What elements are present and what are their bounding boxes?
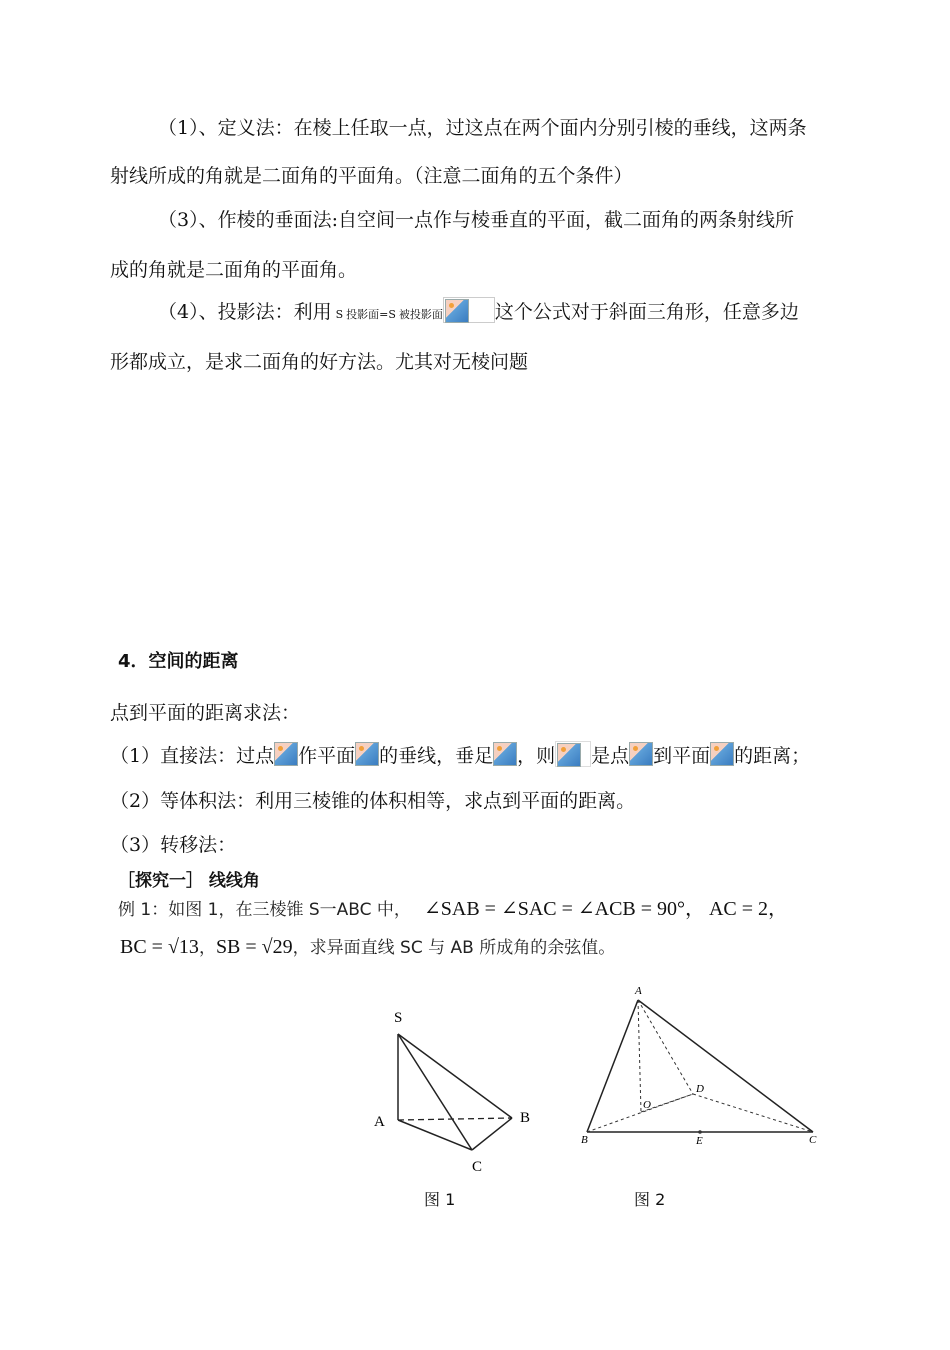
point-p-image-icon	[274, 742, 298, 766]
label-o: O	[643, 1099, 651, 1111]
label-b: B	[581, 1134, 588, 1146]
edge-ac	[398, 1120, 472, 1150]
s-symbol: S	[335, 308, 344, 321]
label-d: D	[696, 1083, 704, 1095]
edge-sc	[398, 1034, 472, 1150]
direct-text-f: 到平面	[653, 745, 711, 767]
edge-ab-hidden	[398, 1118, 512, 1120]
foot-point-image-icon	[493, 742, 517, 766]
label-a: A	[374, 1114, 385, 1130]
label-e: E	[696, 1135, 703, 1147]
method-projection-line1	[158, 297, 799, 324]
section-heading-distance: 4．空间的距离	[118, 651, 239, 672]
transfer-method-line: （3）转移法：	[110, 834, 237, 856]
bc-length-math: BC = √13	[120, 936, 199, 958]
distance-intro: 点到平面的距离求法：	[110, 702, 301, 724]
cos-formula-image-icon	[443, 297, 495, 323]
direct-text-a: （1）直接法：过点	[110, 745, 275, 767]
direct-text-c: 的垂线，垂足	[379, 745, 494, 767]
direct-text-b: 作平面	[298, 745, 356, 767]
method-definition-line1: （1）、定义法：在棱上任取一点，过这点在两个面内分别引棱的垂线，这两条	[158, 117, 807, 139]
edge-cb	[472, 1118, 512, 1150]
equals-s: =S	[379, 308, 396, 321]
example1-angles-math: ∠SAB = ∠SAC = ∠ACB = 90°， AC = 2，	[424, 898, 789, 920]
plane-alpha-image-icon	[355, 742, 379, 766]
projection-text-b: 这个公式对于斜面三角形，任意多边	[494, 301, 799, 323]
equal-volume-method-line: （2）等体积法：利用三棱锥的体积相等，求点到平面的距离。	[110, 790, 636, 812]
explore-heading: ［探究一］ 线线角	[118, 871, 260, 891]
figure2-tetrahedron	[575, 982, 825, 1152]
label-a: A	[635, 985, 642, 997]
example1-text: 例 1：如图 1，在三棱锥 S一ABC 中，	[118, 900, 411, 920]
point-p2-image-icon	[629, 742, 653, 766]
example1-question: ，求异面直线 SC 与 AB 所成角的余弦值。	[292, 938, 616, 958]
method-definition-line2: 射线所成的角就是二面角的平面角。（注意二面角的五个条件）	[110, 165, 633, 187]
line-ao	[638, 1000, 641, 1112]
direct-text-g: 的距离；	[734, 745, 811, 767]
comma-separator: ，	[198, 938, 216, 958]
figure2-caption: 图 2	[634, 1190, 666, 1209]
direct-text-e: 是点	[591, 745, 630, 767]
figure1-pyramid	[360, 1000, 550, 1180]
example1-line1	[118, 892, 788, 921]
sb-length-math: SB = √29	[215, 936, 293, 958]
label-b: B	[520, 1110, 531, 1126]
line-ad	[638, 1000, 693, 1094]
line-dc	[693, 1094, 813, 1132]
edge-sb	[398, 1034, 512, 1118]
method-perpendicular-plane-line2: 成的角就是二面角的平面角。	[110, 259, 358, 281]
method-perpendicular-plane-line1: （3）、作棱的垂面法:自空间一点作与棱垂直的平面，截二面角的两条射线所	[158, 209, 794, 231]
edge-ac	[638, 1000, 813, 1132]
figure1-caption: 图 1	[424, 1190, 456, 1209]
edge-ab	[587, 1000, 638, 1132]
plane-alpha2-image-icon	[710, 742, 734, 766]
segment-image-icon	[555, 741, 591, 767]
direct-method-line	[110, 741, 810, 768]
label-s: S	[394, 1010, 403, 1026]
label-c: C	[472, 1159, 483, 1175]
subscript-projection-face: 投影面	[346, 308, 380, 321]
projection-text-a: （4）、投影法：利用	[158, 301, 332, 323]
subscript-projected-face: 被投影面	[398, 308, 443, 321]
point-e	[698, 1130, 702, 1134]
method-projection-line2: 形都成立，是求二面角的好方法。尤其对无棱问题	[110, 351, 529, 373]
direct-text-d: ，则	[517, 745, 556, 767]
label-c: C	[809, 1134, 817, 1146]
example1-line2	[120, 933, 615, 959]
